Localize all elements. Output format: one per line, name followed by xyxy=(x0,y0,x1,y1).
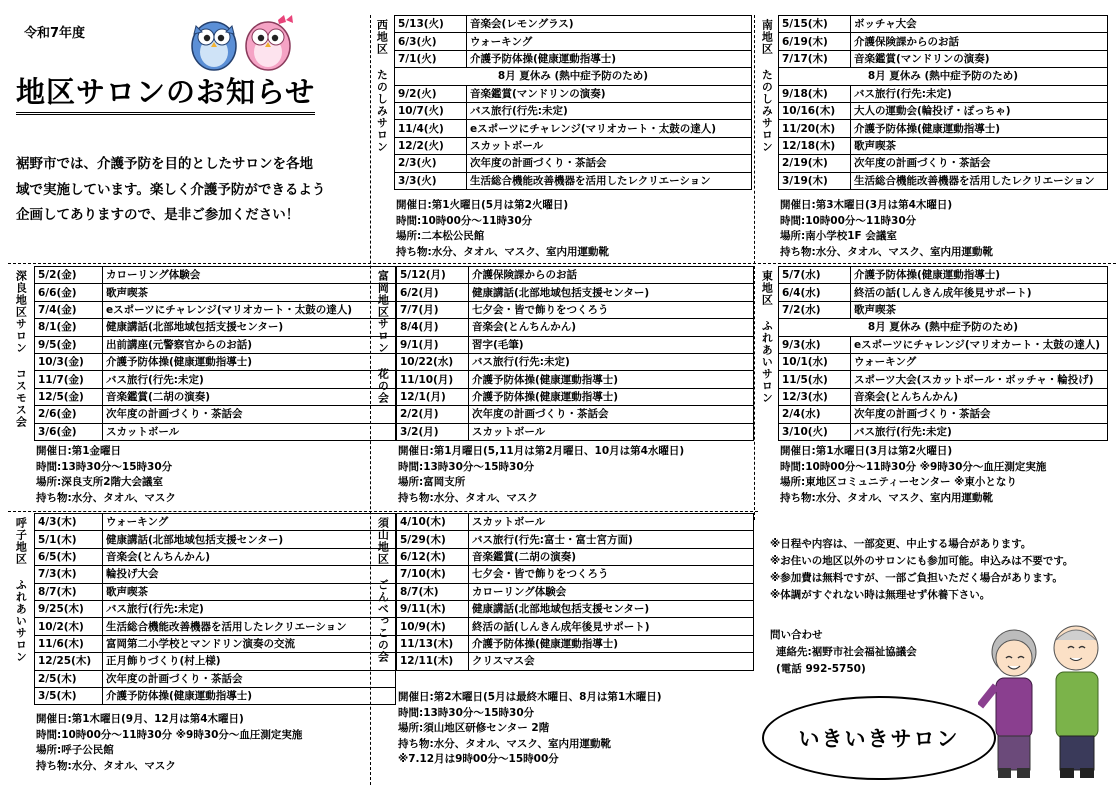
schedule-date: 11/10(月) xyxy=(397,371,469,388)
schedule-date: 9/2(火) xyxy=(395,85,467,102)
salon-info-line: 時間:10時00分～11時30分 xyxy=(396,214,533,227)
schedule-row xyxy=(395,120,752,137)
schedule-date: 5/29(木) xyxy=(397,531,469,548)
schedule-row xyxy=(35,319,396,336)
schedule-activity: 富岡第二小学校とマンドリン演奏の交流 xyxy=(103,635,396,652)
schedule-activity: バス旅行(行先:未定) xyxy=(467,102,752,119)
schedule-date: 12/5(金) xyxy=(35,388,103,405)
intro-text xyxy=(16,152,325,229)
schedule-row xyxy=(779,353,1108,370)
schedule-date: 6/6(金) xyxy=(35,284,103,301)
schedule-date: 3/19(木) xyxy=(779,172,851,189)
schedule-activity: ボッチャ大会 xyxy=(851,16,1108,33)
schedule-activity: スカットボール xyxy=(103,423,396,440)
salon-label-text: 西地区 たのしみサロン xyxy=(375,19,389,153)
divider xyxy=(8,511,758,512)
schedule-activity: ウォーキング xyxy=(467,33,752,50)
schedule-activity: 習字(毛筆) xyxy=(469,336,754,353)
schedule-activity: 音楽鑑賞(二胡の演奏) xyxy=(103,388,396,405)
schedule-activity: バス旅行(行先:未定) xyxy=(851,423,1108,440)
schedule-activity: 終活の話(しんきん成年後見サポート) xyxy=(851,284,1108,301)
salon-info-line: 時間:13時30分～15時30分 xyxy=(398,460,535,473)
schedule-row xyxy=(395,137,752,154)
schedule-table xyxy=(778,266,1108,441)
schedule-row xyxy=(397,406,754,423)
note-line: ※参加費は無料ですが、一部ご負担いただく場合があります。 xyxy=(770,572,1063,584)
schedule-row xyxy=(35,284,396,301)
schedule-row xyxy=(35,687,396,704)
schedule-activity: バス旅行(行先:未定) xyxy=(851,85,1108,102)
schedule-row xyxy=(35,406,396,423)
schedule-activity: 次年度の計画づくり・茶話会 xyxy=(469,406,754,423)
salon-info-line: 開催日:第2木曜日(5月は最終木曜日、8月は第1木曜日) xyxy=(398,691,662,703)
schedule-date: 4/3(木) xyxy=(35,514,103,531)
schedule-activity: 音楽鑑賞(マンドリンの演奏) xyxy=(467,85,752,102)
schedule-date: 10/2(木) xyxy=(35,618,103,635)
schedule-activity: 介護予防体操(健康運動指導士) xyxy=(469,635,754,652)
schedule-row xyxy=(35,600,396,617)
schedule-row xyxy=(397,371,754,388)
schedule-date: 8/7(木) xyxy=(397,583,469,600)
schedule-activity: 生活総合機能改善機器を活用したレクリエーション xyxy=(103,618,396,635)
schedule-date: 3/5(木) xyxy=(35,687,103,704)
schedule-activity: eスポーツにチャレンジ(マリオカート・太鼓の達人) xyxy=(467,120,752,137)
salon-info-line: 持ち物:水分、タオル、マスク、室内用運動靴 xyxy=(396,245,609,258)
schedule-date: 11/20(木) xyxy=(779,120,851,137)
salon-label-text: 東地区 ふれあいサロン xyxy=(760,270,774,404)
owl-mascots-illustration xyxy=(186,12,298,74)
note-line: ※お住いの地区以外のサロンにも参加可能。申込みは不要です。 xyxy=(770,555,1074,567)
schedule-date: 2/3(火) xyxy=(395,155,467,172)
grandmother xyxy=(980,630,1036,778)
schedule-date: 7/17(木) xyxy=(779,50,851,67)
salon-info-line: 持ち物:水分、タオル、マスク xyxy=(36,491,176,504)
schedule-activity: 正月飾りづくり(村上様) xyxy=(103,653,396,670)
schedule-date: 8/1(金) xyxy=(35,319,103,336)
intro-line: 裾野市では、介護予防を目的としたサロンを各地 xyxy=(16,156,313,172)
intro-line: 企画してありますので、是非ご参加ください！ xyxy=(16,207,300,223)
schedule-activity: カローリング体験会 xyxy=(469,583,754,600)
schedule-date: 5/7(水) xyxy=(779,267,851,284)
schedule-activity: スカットボール xyxy=(469,514,754,531)
schedule-activity: 介護予防体操(健康運動指導士) xyxy=(469,371,754,388)
salon-info-line: 開催日:第3木曜日(3月は第4木曜日) xyxy=(780,199,953,211)
schedule-date: 7/1(火) xyxy=(395,50,467,67)
salon-info-line: 時間:10時00分～11時30分 xyxy=(780,214,917,227)
salon-info-line: 場所:南小学校1F 会議室 xyxy=(780,230,897,243)
schedule-row xyxy=(397,531,754,548)
schedule-row xyxy=(397,301,754,318)
schedule-row xyxy=(779,85,1108,102)
schedule-activity: 健康講話(北部地域包括支援センター) xyxy=(469,600,754,617)
schedule-activity: 健康講話(北部地域包括支援センター) xyxy=(103,531,396,548)
schedule-row xyxy=(35,301,396,318)
salon-label-text: 深良地区サロン コスモス会 xyxy=(14,270,28,428)
salon-info-line: 持ち物:水分、タオル、マスク、室内用運動靴 xyxy=(780,491,993,504)
schedule-activity: eスポーツにチャレンジ(マリオカート・太鼓の達人) xyxy=(851,336,1108,353)
schedule-row xyxy=(779,68,1108,85)
schedule-row xyxy=(35,423,396,440)
schedule-activity: 歌声喫茶 xyxy=(103,583,396,600)
salon-info-line: 場所:二本松公民館 xyxy=(396,230,485,243)
salon-label xyxy=(8,513,32,781)
contact xyxy=(770,627,917,678)
schedule-row xyxy=(395,102,752,119)
schedule-activity: 健康講話(北部地域包括支援センター) xyxy=(103,319,396,336)
schedule-date: 6/19(木) xyxy=(779,33,851,50)
schedule-date: 12/1(月) xyxy=(397,388,469,405)
schedule-date: 11/4(火) xyxy=(395,120,467,137)
schedule-row xyxy=(397,635,754,652)
salon-label-text: 須山地区 ごんべっこの会 xyxy=(376,517,390,663)
schedule-row xyxy=(397,653,754,670)
divider xyxy=(754,15,755,520)
salon-info-line: 時間:13時30分～15時30分 xyxy=(36,460,173,473)
schedule-date: 6/2(月) xyxy=(397,284,469,301)
schedule-row xyxy=(395,33,752,50)
schedule-date: 10/22(水) xyxy=(397,353,469,370)
schedule-row xyxy=(397,353,754,370)
salon-label xyxy=(756,15,776,259)
schedule-activity: 介護予防体操(健康運動指導士) xyxy=(103,353,396,370)
schedule-table xyxy=(34,513,396,705)
schedule-table xyxy=(394,15,752,190)
schedule-activity: 音楽鑑賞(マンドリンの演奏) xyxy=(851,50,1108,67)
schedule-date: 2/4(水) xyxy=(779,406,851,423)
schedule-row xyxy=(779,301,1108,318)
schedule-row xyxy=(35,635,396,652)
schedule-activity: バス旅行(行先:未定) xyxy=(469,353,754,370)
schedule-activity: 介護予防体操(健康運動指導士) xyxy=(469,388,754,405)
schedule-row xyxy=(395,68,752,85)
salon-info xyxy=(780,198,993,260)
schedule-activity: 介護予防体操(健康運動指導士) xyxy=(103,687,396,704)
schedule-row xyxy=(395,172,752,189)
schedule-date: 4/10(木) xyxy=(397,514,469,531)
schedule-row xyxy=(779,406,1108,423)
schedule-note: 8月 夏休み (熱中症予防のため) xyxy=(779,319,1108,336)
schedule-date: 11/6(木) xyxy=(35,635,103,652)
schedule-date: 7/3(木) xyxy=(35,566,103,583)
schedule-note: 8月 夏休み (熱中症予防のため) xyxy=(395,68,752,85)
schedule-date: 10/1(水) xyxy=(779,353,851,370)
schedule-activity: バス旅行(行先:富士・富士宮方面) xyxy=(469,531,754,548)
salon-label xyxy=(372,266,392,510)
elderly-couple-illustration xyxy=(978,614,1116,784)
schedule-date: 12/11(木) xyxy=(397,653,469,670)
schedule-date: 9/1(月) xyxy=(397,336,469,353)
schedule-row xyxy=(35,514,396,531)
notes xyxy=(770,536,1073,604)
schedule-row xyxy=(397,267,754,284)
schedule-row xyxy=(397,618,754,635)
schedule-row xyxy=(35,583,396,600)
schedule-row xyxy=(397,336,754,353)
schedule-row xyxy=(397,319,754,336)
schedule-activity: スカットボール xyxy=(469,423,754,440)
salon-info-line: 場所:呼子公民館 xyxy=(36,744,114,757)
salon-label-text: 富岡地区サロン 花の会 xyxy=(376,270,390,404)
schedule-row xyxy=(779,172,1108,189)
schedule-row xyxy=(35,566,396,583)
salon-info-line: 持ち物:水分、タオル、マスク、室内用運動靴 xyxy=(398,737,611,750)
schedule-date: 10/16(木) xyxy=(779,102,851,119)
schedule-row xyxy=(779,50,1108,67)
schedule-activity: 音楽鑑賞(二胡の演奏) xyxy=(469,548,754,565)
schedule-date: 10/7(火) xyxy=(395,102,467,119)
schedule-activity: 次年度の計画づくり・茶話会 xyxy=(851,406,1108,423)
salon-label-text: 南地区 たのしみサロン xyxy=(760,19,774,153)
schedule-date: 11/5(水) xyxy=(779,371,851,388)
schedule-row xyxy=(35,353,396,370)
schedule-activity: 次年度の計画づくり・茶話会 xyxy=(467,155,752,172)
schedule-row xyxy=(395,85,752,102)
salon-label xyxy=(8,266,32,510)
divider xyxy=(8,263,1116,264)
schedule-activity: クリスマス会 xyxy=(469,653,754,670)
schedule-date: 3/2(月) xyxy=(397,423,469,440)
schedule-row xyxy=(397,423,754,440)
schedule-date: 5/2(金) xyxy=(35,267,103,284)
schedule-date: 11/13(木) xyxy=(397,635,469,652)
schedule-row xyxy=(779,388,1108,405)
schedule-date: 9/3(水) xyxy=(779,336,851,353)
schedule-activity: 次年度の計画づくり・茶話会 xyxy=(103,406,396,423)
salon-info-line: 場所:富岡支所 xyxy=(398,476,466,489)
schedule-row xyxy=(779,16,1108,33)
schedule-date: 7/7(月) xyxy=(397,301,469,318)
salon-info-line: 開催日:第1金曜日 xyxy=(36,445,122,457)
schedule-date: 7/2(水) xyxy=(779,301,851,318)
salon-info-line: 開催日:第1火曜日(5月は第2火曜日) xyxy=(396,199,569,211)
schedule-date: 7/10(木) xyxy=(397,566,469,583)
note-line: ※体調がすぐれない時は無理せず休養下さい。 xyxy=(770,589,991,601)
schedule-date: 5/12(月) xyxy=(397,267,469,284)
schedule-row xyxy=(397,284,754,301)
schedule-table xyxy=(778,15,1108,190)
salon-info xyxy=(396,198,609,260)
schedule-date: 10/3(金) xyxy=(35,353,103,370)
schedule-row xyxy=(779,336,1108,353)
schedule-activity: 介護保険課からのお話 xyxy=(851,33,1108,50)
schedule-activity: 大人の運動会(輪投げ・ぽっちゃ) xyxy=(851,102,1108,119)
schedule-row xyxy=(397,514,754,531)
schedule-activity: 次年度の計画づくり・茶話会 xyxy=(103,670,396,687)
salon-info xyxy=(36,712,302,774)
schedule-date: 3/3(火) xyxy=(395,172,467,189)
schedule-activity: 出前講座(元警察官からのお話) xyxy=(103,336,396,353)
intro-line: 域で実施しています。楽しく介護予防ができるよう xyxy=(16,181,326,198)
schedule-row xyxy=(35,653,396,670)
schedule-activity: 終活の話(しんきん成年後見サポート) xyxy=(469,618,754,635)
schedule-row xyxy=(35,548,396,565)
schedule-activity: eスポーツにチャレンジ(マリオカート・太鼓の達人) xyxy=(103,301,396,318)
schedule-row xyxy=(35,371,396,388)
salon-info-line: 場所:東地区コミュニティーセンター ※東小となり xyxy=(780,476,1017,489)
schedule-activity: 介護保険課からのお話 xyxy=(469,267,754,284)
salon-info-line: 開催日:第1月曜日(5,11月は第2月曜日、10月は第4水曜日) xyxy=(398,445,685,457)
schedule-activity: 輪投げ大会 xyxy=(103,566,396,583)
schedule-date: 9/18(木) xyxy=(779,85,851,102)
schedule-activity: バス旅行(行先:未定) xyxy=(103,371,396,388)
salon-info-line: 持ち物:水分、タオル、マスク xyxy=(36,759,176,772)
contact-tel: (電話 992-5750) xyxy=(776,663,866,675)
schedule-activity: 介護予防体操(健康運動指導士) xyxy=(467,50,752,67)
salon-label xyxy=(372,15,390,259)
schedule-row xyxy=(397,548,754,565)
salon-label-text: 呼子地区 ふれあいサロン xyxy=(14,517,28,663)
schedule-row xyxy=(397,388,754,405)
salon-badge-text: いきいきサロン xyxy=(798,727,960,751)
grandfather xyxy=(1054,626,1098,778)
salon-info-line: ※7.12月は9時00分～15時00分 xyxy=(398,753,559,766)
note-line: ※日程や内容は、一部変更、中止する場合があります。 xyxy=(770,538,1032,550)
schedule-row xyxy=(779,423,1108,440)
schedule-date: 6/12(木) xyxy=(397,548,469,565)
schedule-date: 5/1(木) xyxy=(35,531,103,548)
contact-heading: 問い合わせ xyxy=(770,629,823,641)
schedule-table xyxy=(396,513,754,671)
schedule-date: 11/7(金) xyxy=(35,371,103,388)
schedule-row xyxy=(395,16,752,33)
schedule-row xyxy=(35,336,396,353)
schedule-date: 5/15(木) xyxy=(779,16,851,33)
schedule-date: 12/2(火) xyxy=(395,137,467,154)
salon-info-line: 開催日:第1木曜日(9月、12月は第4木曜日) xyxy=(36,713,244,725)
page-title: 地区サロンのお知らせ xyxy=(16,74,315,115)
schedule-row xyxy=(779,137,1108,154)
schedule-activity: 生活総合機能改善機器を活用したレクリエーション xyxy=(851,172,1108,189)
schedule-row xyxy=(395,155,752,172)
schedule-activity: 音楽会(レモングラス) xyxy=(467,16,752,33)
fiscal-year: 令和7年度 xyxy=(24,26,86,41)
schedule-date: 9/25(木) xyxy=(35,600,103,617)
schedule-activity: 七夕会・皆で飾りをつくろう xyxy=(469,566,754,583)
salon-info xyxy=(36,444,176,506)
schedule-date: 7/4(金) xyxy=(35,301,103,318)
schedule-row xyxy=(779,371,1108,388)
schedule-row xyxy=(779,102,1108,119)
schedule-activity: 七夕会・皆で飾りをつくろう xyxy=(469,301,754,318)
schedule-table xyxy=(396,266,754,441)
schedule-activity: 介護予防体操(健康運動指導士) xyxy=(851,120,1108,137)
schedule-row xyxy=(35,388,396,405)
schedule-activity: 健康講話(北部地域包括支援センター) xyxy=(469,284,754,301)
salon-info xyxy=(780,444,1046,506)
pink-owl xyxy=(246,15,293,70)
salon-info xyxy=(398,690,662,768)
schedule-date: 6/5(木) xyxy=(35,548,103,565)
schedule-activity: 歌声喫茶 xyxy=(103,284,396,301)
schedule-date: 5/13(火) xyxy=(395,16,467,33)
salon-info-line: 時間:13時30分～15時30分 xyxy=(398,706,535,719)
schedule-row xyxy=(397,583,754,600)
schedule-date: 2/19(木) xyxy=(779,155,851,172)
schedule-row xyxy=(397,566,754,583)
schedule-date: 12/25(木) xyxy=(35,653,103,670)
schedule-activity: バス旅行(行先:未定) xyxy=(103,600,396,617)
schedule-activity: カローリング体験会 xyxy=(103,267,396,284)
schedule-date: 9/5(金) xyxy=(35,336,103,353)
schedule-date: 2/5(木) xyxy=(35,670,103,687)
schedule-date: 2/6(金) xyxy=(35,406,103,423)
schedule-date: 9/11(木) xyxy=(397,600,469,617)
schedule-date: 6/4(水) xyxy=(779,284,851,301)
schedule-date: 12/18(木) xyxy=(779,137,851,154)
salon-label xyxy=(372,513,392,781)
salon-info-line: 時間:10時00分～11時30分 ※9時30分～血圧測定実施 xyxy=(36,728,303,741)
schedule-date: 3/10(火) xyxy=(779,423,851,440)
salon-info-line: 持ち物:水分、タオル、マスク、室内用運動靴 xyxy=(780,245,993,258)
blue-owl xyxy=(192,22,236,70)
schedule-row xyxy=(779,120,1108,137)
schedule-activity: スポーツ大会(スカットボール・ボッチャ・輪投げ) xyxy=(851,371,1108,388)
schedule-row xyxy=(35,618,396,635)
schedule-row xyxy=(35,670,396,687)
schedule-date: 2/2(月) xyxy=(397,406,469,423)
schedule-activity: 歌声喫茶 xyxy=(851,301,1108,318)
schedule-activity: ウォーキング xyxy=(851,353,1108,370)
schedule-activity: 次年度の計画づくり・茶話会 xyxy=(851,155,1108,172)
schedule-date: 8/4(月) xyxy=(397,319,469,336)
schedule-note: 8月 夏休み (熱中症予防のため) xyxy=(779,68,1108,85)
schedule-row xyxy=(35,531,396,548)
schedule-date: 8/7(木) xyxy=(35,583,103,600)
schedule-activity: 生活総合機能改善機器を活用したレクリエーション xyxy=(467,172,752,189)
salon-info-line: 場所:深良支所2階大会議室 xyxy=(36,476,164,489)
salon-info xyxy=(398,444,684,506)
schedule-activity: 介護予防体操(健康運動指導士) xyxy=(851,267,1108,284)
schedule-row xyxy=(779,284,1108,301)
schedule-row xyxy=(779,267,1108,284)
contact-org: 連絡先:裾野市社会福祉協議会 xyxy=(776,646,917,658)
schedule-activity: 音楽会(とんちんかん) xyxy=(851,388,1108,405)
schedule-activity: 歌声喫茶 xyxy=(851,137,1108,154)
schedule-row xyxy=(397,600,754,617)
schedule-row xyxy=(779,155,1108,172)
schedule-activity: 音楽会(とんちんかん) xyxy=(103,548,396,565)
salon-info-line: 開催日:第1水曜日(3月は第2火曜日) xyxy=(780,445,953,457)
salon-badge xyxy=(762,696,996,780)
schedule-date: 12/3(水) xyxy=(779,388,851,405)
schedule-date: 3/6(金) xyxy=(35,423,103,440)
schedule-row xyxy=(779,319,1108,336)
schedule-row xyxy=(35,267,396,284)
schedule-activity: スカットボール xyxy=(467,137,752,154)
schedule-row xyxy=(779,33,1108,50)
schedule-row xyxy=(395,50,752,67)
salon-label xyxy=(756,266,776,510)
salon-info-line: 場所:須山地区研修センター 2階 xyxy=(398,722,550,735)
schedule-activity: 音楽会(とんちんかん) xyxy=(469,319,754,336)
schedule-table xyxy=(34,266,396,441)
schedule-activity: ウォーキング xyxy=(103,514,396,531)
salon-info-line: 時間:10時00分～11時30分 ※9時30分～血圧測定実施 xyxy=(780,460,1047,473)
salon-info-line: 持ち物:水分、タオル、マスク xyxy=(398,491,538,504)
schedule-date: 10/9(木) xyxy=(397,618,469,635)
schedule-date: 6/3(火) xyxy=(395,33,467,50)
